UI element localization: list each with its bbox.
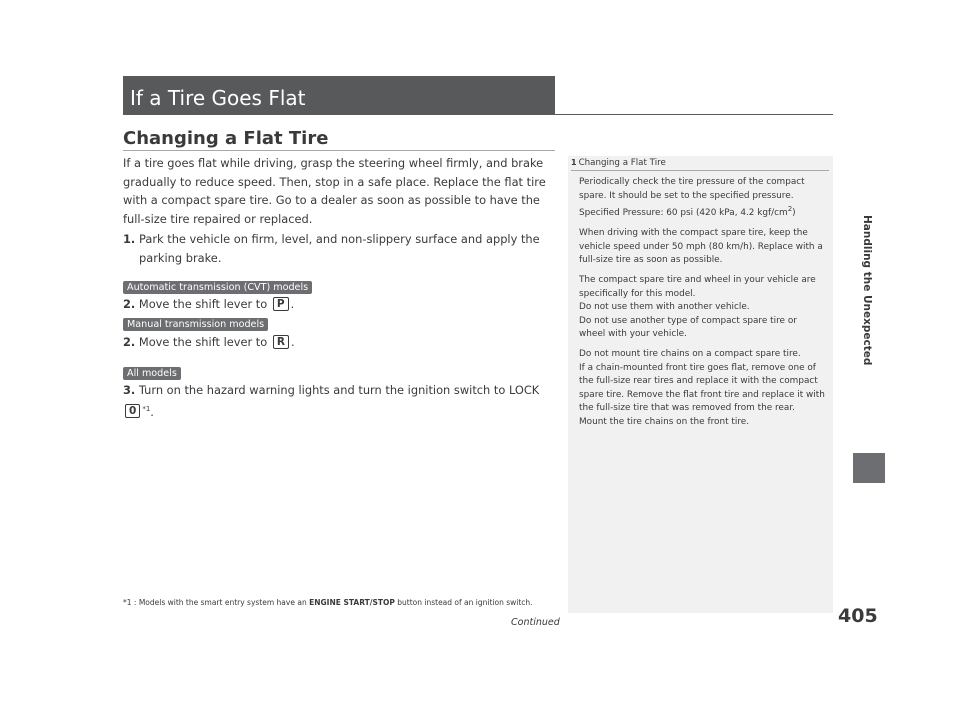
lock-0-key-icon: 0 (125, 404, 140, 418)
note-body (579, 176, 825, 436)
step-text: Park the vehicle on firm, level, and non-slippery surface and apply the parking brake. (139, 232, 540, 265)
note-text: Periodically check the tire pressure of the compact spare. It should be set to the specified pressure. (579, 177, 805, 201)
step-number: 1. (123, 232, 136, 246)
note-paragraph (579, 348, 825, 429)
step-punct: . (290, 297, 295, 311)
footnote-text-after: button instead of an ignition switch. (397, 598, 533, 607)
footnote-bold: ENGINE START/STOP (309, 598, 395, 607)
step-number: 2. (123, 335, 136, 349)
continued-label: Continued (511, 617, 560, 628)
note-paragraph (579, 274, 825, 342)
chapter-tab[interactable] (853, 453, 885, 483)
note-text: Do not use them with another vehicle. (579, 302, 750, 313)
tag-all-models: All models (123, 367, 181, 380)
note-paragraph: When driving with the compact spare tire, keep the vehicle speed under 50 mph (80 km/h). Replace with a full-size tire as soon as possible. (579, 228, 823, 266)
note-text: The compact spare tire and wheel in your vehicle are specifically for this model. (579, 275, 816, 299)
note-ref-icon: 1 (571, 158, 577, 167)
tag-manual-models: Manual transmission models (123, 318, 268, 331)
step-number: 2. (123, 297, 136, 311)
step-punct: . (290, 335, 295, 349)
section-rule (123, 150, 555, 151)
step-3 (123, 381, 555, 421)
chapter-label: Handling the Unexpected (861, 215, 873, 366)
step-text: Turn on the hazard warning lights and turn the ignition switch to LOCK (138, 383, 540, 397)
header-rule (555, 114, 833, 115)
shift-r-key-icon: R (273, 335, 289, 349)
step-2-manual (123, 333, 555, 352)
note-text: If a chain-mounted front tire goes flat, remove one of the full-size rear tires and replace it with the compact spare tire. Remove the flat front tire and replace it with the full-size tire that was removed from the rear. Mount the tire chains on the front tire. (579, 362, 825, 427)
footnote-text-before: Models with the smart entry system have an (138, 598, 307, 607)
footnote-marker: *1 : (123, 598, 137, 607)
tag-cvt-models: Automatic transmission (CVT) models (123, 281, 312, 294)
step-punct: . (150, 404, 154, 419)
step-text: Move the shift lever to (138, 335, 268, 349)
shift-p-key-icon: P (273, 297, 289, 311)
footnote-ref: *1 (142, 404, 151, 413)
page-number: 405 (838, 605, 878, 627)
note-paragraph (579, 176, 825, 220)
note-title-text: Changing a Flat Tire (578, 158, 666, 168)
section-heading: Changing a Flat Tire (123, 128, 329, 149)
intro-paragraph: If a tire goes flat while driving, grasp the steering wheel firmly, and brake gradually to reduce speed. Then, stop in a safe place. Replace the flat tire with a compact spare tire. Go to a dealer as soon as possible to have the full-size tire repaired or replaced. (123, 156, 546, 226)
step-text: Move the shift lever to (138, 297, 268, 311)
footnote (123, 598, 533, 607)
step-number: 3. (123, 383, 136, 397)
page-title: If a Tire Goes Flat (130, 86, 306, 110)
note-sup: 2 (787, 205, 793, 213)
note-text: ) (792, 207, 796, 218)
note-text: Do not mount tire chains on a compact spare tire. (579, 349, 801, 360)
note-rule (571, 170, 829, 171)
step-2-cvt (123, 295, 555, 314)
note-text: Specified Pressure: 60 psi (420 kPa, 4.2 kgf/cm (579, 207, 788, 218)
step-1 (123, 230, 555, 267)
note-title (571, 158, 666, 168)
note-text: Do not use another type of compact spare tire or wheel with your vehicle. (579, 315, 797, 340)
